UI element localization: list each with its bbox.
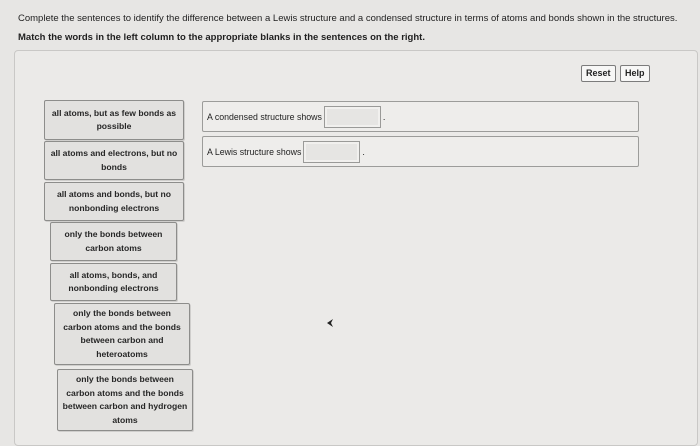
- sentence-text: A Lewis structure shows: [207, 146, 302, 157]
- drop-blank[interactable]: [324, 106, 381, 128]
- sentence-end: .: [382, 111, 386, 122]
- answer-tile[interactable]: [44, 182, 184, 221]
- instructions: [18, 9, 693, 47]
- instruction-line-1: Complete the sentences to identify the difference between a Lewis structure and a condensed structure in terms of atoms and bonds shown in the structures.: [18, 13, 678, 24]
- answer-tile[interactable]: [50, 263, 177, 301]
- sentence-condensed: [202, 101, 639, 132]
- reset-button[interactable]: Reset: [581, 65, 616, 82]
- sentence-end: .: [362, 146, 365, 157]
- help-button[interactable]: Help: [620, 65, 650, 82]
- answer-tile[interactable]: [57, 369, 193, 431]
- answer-tile-label: all atoms, but as few bonds as possible: [51, 107, 177, 131]
- answer-tile-label: only the bonds between carbon atoms and the bonds between carbon and hydrogen atoms: [62, 374, 188, 425]
- answer-tile-label: all atoms and electrons, but no bonds: [50, 148, 178, 172]
- drop-blank[interactable]: [303, 141, 360, 163]
- answer-tile-label: all atoms and bonds, but no nonbonding electrons: [56, 189, 172, 213]
- mouse-cursor-icon: [326, 318, 334, 328]
- answer-tile[interactable]: [54, 303, 190, 365]
- sentence-text: A condensed structure shows: [207, 111, 322, 122]
- answer-tile[interactable]: [44, 100, 184, 140]
- answer-tile-label: only the bonds between carbon atoms: [64, 229, 163, 253]
- answer-tile-label: all atoms, bonds, and nonbonding electrons: [68, 269, 159, 293]
- answer-tile-label: only the bonds between carbon atoms and the bonds between carbon and heteroatoms: [63, 308, 181, 359]
- sentence-lewis: [202, 136, 639, 167]
- answer-tile[interactable]: [44, 141, 184, 180]
- instruction-line-2: Match the words in the left column to the appropriate blanks in the sentences on the right.: [18, 32, 425, 43]
- answer-tile[interactable]: [50, 222, 177, 261]
